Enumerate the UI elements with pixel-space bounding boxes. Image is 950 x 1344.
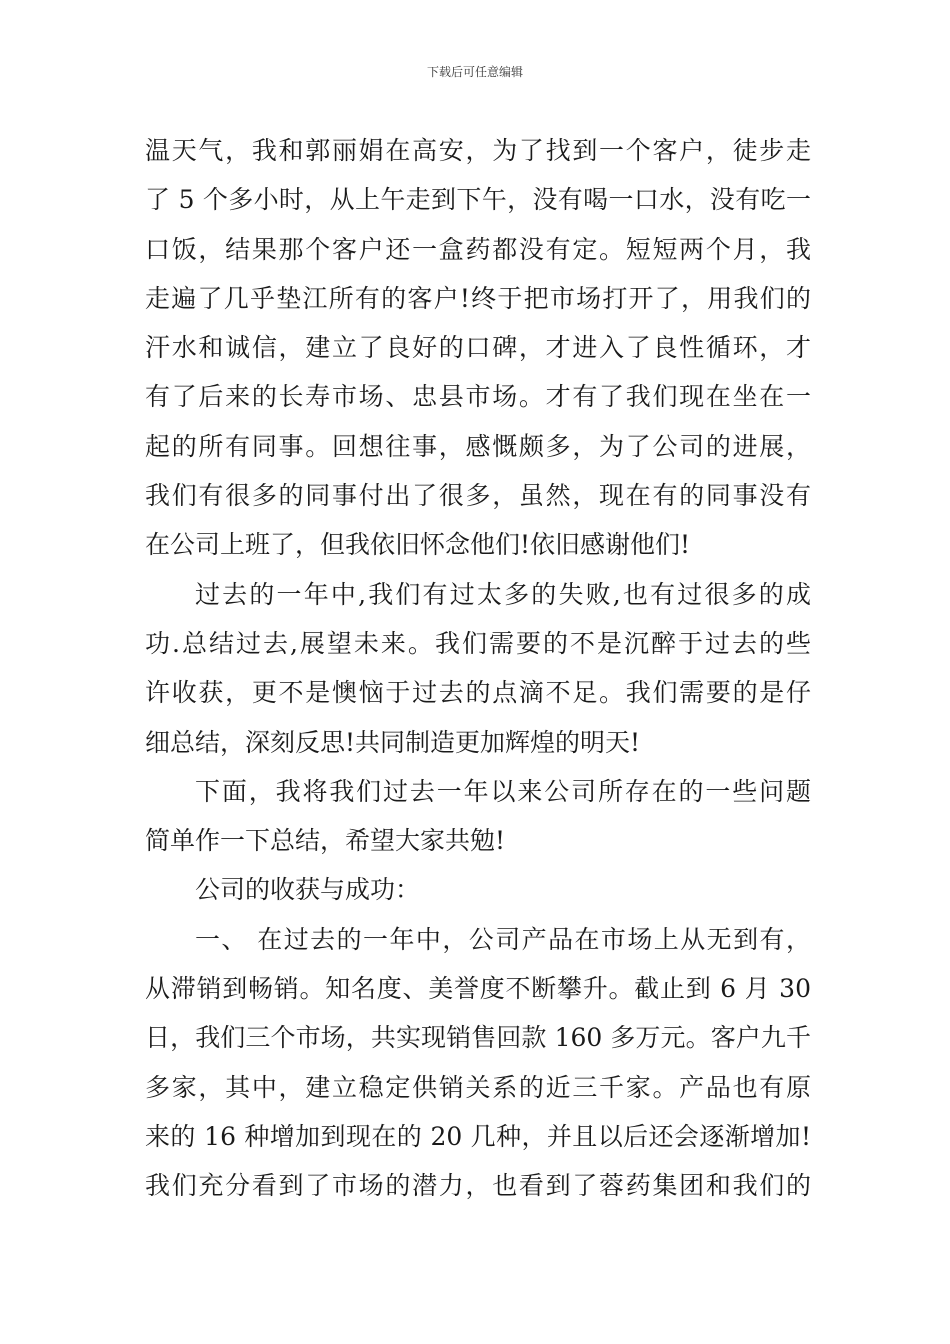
text-line: 从滞销到畅销。知名度、美誉度不断攀升。截止到 6 月 30 [145, 974, 811, 1004]
text-line: 细总结，深刻反思!共同制造更加辉煌的明天! [145, 727, 641, 757]
text-line: 许收获，更不是懊恼于过去的点滴不足。我们需要的是仔 [145, 678, 811, 708]
text-line: 日，我们三个市场，共实现销售回款 160 多万元。客户九千 [145, 1023, 811, 1053]
document-body [145, 126, 811, 1211]
text-line: 来的 16 种增加到现在的 20 几种，并且以后还会逐渐增加! [145, 1121, 811, 1151]
text-line: 过去的一年中,我们有过太多的失败,也有过很多的成 [195, 579, 811, 609]
text-line: 起的所有同事。回想往事，感慨颇多，为了公司的进展， [145, 431, 811, 461]
text-line: 口饭，结果那个客户还一盒药都没有定。短短两个月，我 [145, 234, 811, 264]
section-heading: 公司的收获与成功： [195, 875, 421, 905]
text-line: 功.总结过去,展望未来。我们需要的不是沉醉于过去的些 [145, 628, 811, 658]
text-line: 简单作一下总结，希望大家共勉! [145, 826, 506, 856]
text-line: 了 5 个多小时，从上午走到下午，没有喝一口水，没有吃一 [145, 185, 811, 215]
text-line: 我们有很多的同事付出了很多，虽然，现在有的同事没有 [145, 481, 811, 511]
text-line: 多家，其中，建立稳定供销关系的近三千家。产品也有原 [145, 1072, 811, 1102]
text-line: 温天气，我和郭丽娟在高安，为了找到一个客户，徒步走 [145, 136, 811, 165]
text-line: 走遍了几乎垫江所有的客户!终于把市场打开了，用我们的 [145, 283, 811, 313]
text-line: 下面，我将我们过去一年以来公司所存在的一些问题 [195, 776, 811, 806]
text-line: 我们充分看到了市场的潜力，也看到了蓉药集团和我们的 [145, 1171, 811, 1201]
text-line: 有了后来的长寿市场、忠县市场。才有了我们现在坐在一 [145, 382, 811, 412]
text-line: 一、 在过去的一年中，公司产品在市场上从无到有， [195, 924, 811, 954]
text-line: 汗水和诚信，建立了良好的口碑，才进入了良性循环，才 [145, 333, 811, 363]
page-header: 下载后可任意编辑 [426, 65, 523, 79]
text-line: 在公司上班了，但我依旧怀念他们!依旧感谢他们! [145, 530, 691, 560]
